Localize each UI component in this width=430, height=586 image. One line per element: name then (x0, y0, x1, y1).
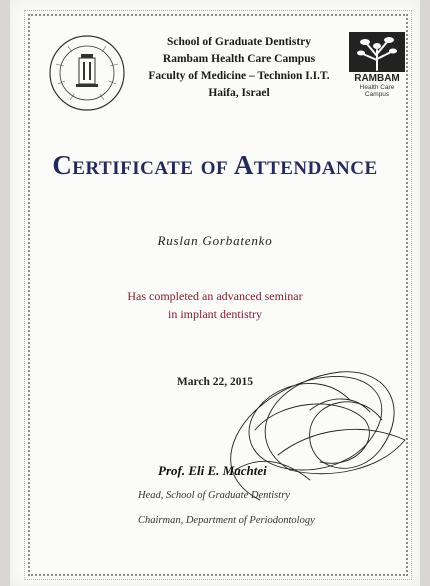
technion-seal-icon (48, 34, 126, 112)
signatory-title-1: Head, School of Graduate Dentistry (138, 490, 290, 501)
completion-statement (10, 287, 420, 323)
rambam-wordmark: RAMBAM (354, 73, 400, 84)
rambam-logo (349, 32, 405, 100)
institution-line-1: School of Graduate Dentistry (166, 36, 312, 48)
certificate-page (10, 0, 420, 586)
tree-icon (349, 32, 405, 72)
signatory-name: Prof. Eli E. Machtei (158, 463, 267, 478)
institution-line-4: Haifa, Israel (208, 87, 270, 99)
signatory-title-2: Chairman, Department of Periodontology (138, 515, 315, 526)
rambam-subtitle: Health Care Campus (359, 84, 395, 98)
statement-line-2: in implant dentistry (168, 307, 262, 321)
institution-line-3: Faculty of Medicine – Technion I.I.T. (148, 70, 330, 82)
statement-line-1: Has completed an advanced seminar (127, 289, 303, 303)
recipient-name: Ruslan Gorbatenko (157, 233, 273, 248)
institution-line-2: Rambam Health Care Campus (162, 53, 316, 65)
certificate-date: March 22, 2015 (176, 376, 254, 388)
certificate-title: Certificate of Attendance (52, 150, 378, 180)
institution-block (130, 34, 348, 102)
